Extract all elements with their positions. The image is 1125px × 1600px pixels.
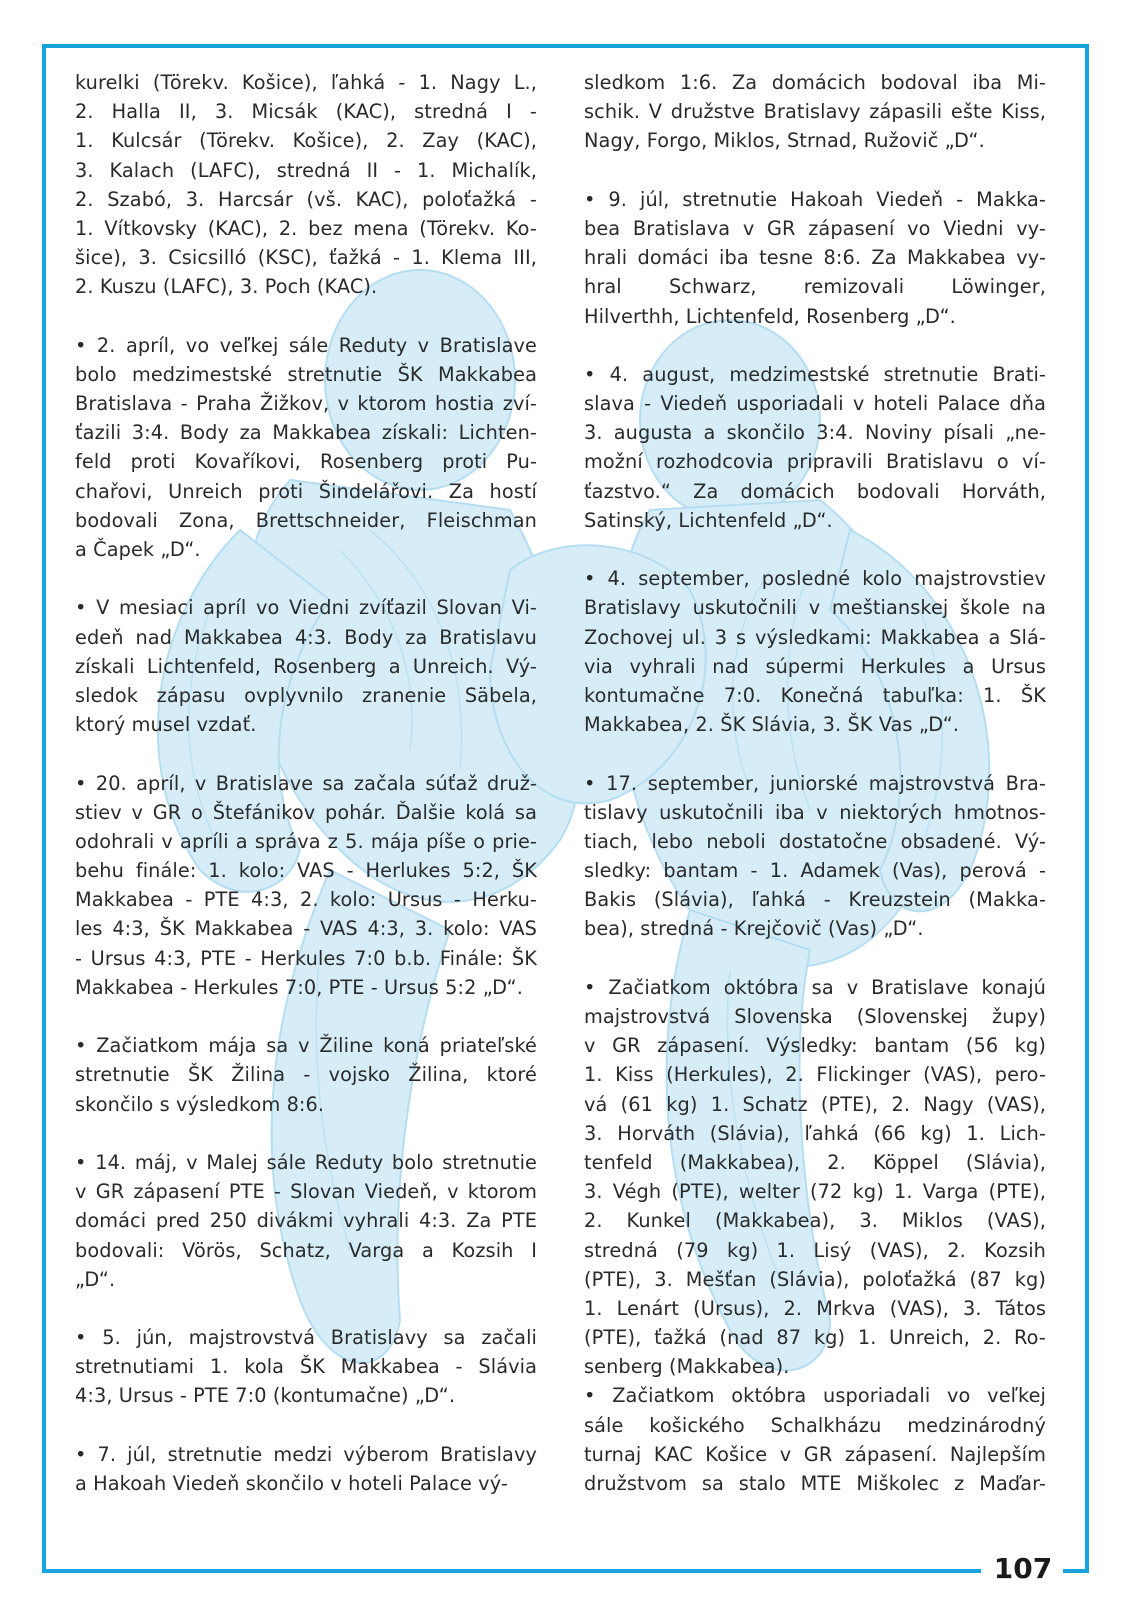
text-line: • 5. jún, majstrovstvá Bratislavy sa začali [75,1326,537,1350]
text-line: vá (61 kg) 1. Schatz (PTE), 2. Nagy (VAS), [584,1092,1046,1116]
text-line: sledok zápasu ovplyvnilo zranenie Säbela, [75,683,537,707]
text-line: (PTE), 3. Mešťan (Slávia), poloťažká (87 kg) [584,1267,1046,1291]
text-line: bodovali Zona, Brettschneider, Fleischman [75,508,537,532]
text-line: - Ursus 4:3, PTE - Herkules 7:0 b.b. Finále: ŠK [75,946,537,970]
text-line: ktorý musel vzdať. [75,713,257,737]
text-line: Zochovej ul. 3 s výsledkami: Makkabea a Slá- [584,625,1046,649]
text-line: hrali domáci iba tesne 8:6. Za Makkabea vy- [584,246,1046,270]
text-line: • Začiatkom októbra sa v Bratislave konajú [584,975,1046,999]
text-line: a Hakoah Viedeň skončilo v hoteli Palace vý- [75,1472,508,1495]
paragraph [584,769,1046,944]
text-line: šice), 3. Csicsilló (KSC), ťažká - 1. Klema III, [75,246,537,270]
text-line: ťazili 3:4. Body za Makkabea získali: Lichten- [75,421,537,445]
text-line: • 7. júl, stretnutie medzi výberom Bratislavy [75,1442,537,1466]
text-line: behu finále: 1. kolo: VAS - Herlukes 5:2, ŠK [75,859,537,883]
paragraph [75,1031,537,1119]
text-line: les 4:3, ŠK Makkabea - VAS 4:3, 3. kolo: VAS [75,917,537,941]
text-line: bolo medzimestské stretnutie ŠK Makkabea [75,362,537,386]
paragraph [75,331,537,565]
text-line: kontumačne 7:0. Konečná tabuľka: 1. ŠK [584,683,1046,707]
text-line: družstvom sa stalo MTE Miškolec z Maďar- [584,1472,1046,1495]
frame-top-border [42,44,1089,48]
text-line: Bakis (Slávia), ľahká - Kreuzstein (Makka- [584,888,1046,912]
text-line: majstrovstvá Slovenska (Slovenskej župy) [584,1005,1046,1028]
text-line: sledky: bantam - 1. Adamek (Vas), perová - [584,859,1046,883]
text-line: stretnutiami 1. kola ŠK Makkabea - Slávia [75,1355,537,1379]
text-line: domáci pred 250 divákmi vyhrali 4:3. Za PTE [75,1209,537,1233]
text-line: kurelki (Törekv. Košice), ľahká - 1. Nagy L., [75,71,537,94]
paragraph [75,68,537,302]
frame-left-border [42,44,46,1573]
text-line: 3. augusta a skončilo 3:4. Noviny písali „ne- [584,421,1046,445]
text-line: 2. Kunkel (Makkabea), 3. Miklos (VAS), [584,1209,1046,1233]
page-number: 107 [993,1552,1053,1585]
text-line: 2. Szabó, 3. Harcsár (vš. KAC), poloťažká - [75,187,537,211]
text-line: 2. Halla II, 3. Micsák (KAC), stredná I - [75,100,537,124]
text-line: hral Schwarz, remizovali Löwinger, [584,275,1046,299]
text-line: získali Lichtenfeld, Rosenberg a Unreich. Vý- [75,654,537,678]
text-line: 1. Lenárt (Ursus), 2. Mrkva (VAS), 3. Tátos [584,1296,1046,1320]
text-line: • 20. apríl, v Bratislave sa začala súťaž druž- [75,771,537,795]
text-line: 3. Horváth (Slávia), ľahká (66 kg) 1. Lich- [584,1121,1046,1145]
text-line: sledkom 1:6. Za domácich bodoval iba Mi- [584,71,1046,94]
text-line: • 2. apríl, vo veľkej sále Reduty v Bratislave [75,333,537,357]
text-line: ťazstvo.“ Za domácich bodovali Horváth, [584,479,1046,503]
text-line: sále košického Schalkházu medzinárodný [584,1413,1046,1437]
text-line: stredná (79 kg) 1. Lisý (VAS), 2. Kozsih [584,1238,1046,1262]
text-line: • 14. máj, v Malej sále Reduty bolo stretnutie [75,1150,537,1174]
text-line: 1. Kiss (Herkules), 2. Flickinger (VAS), pero- [584,1063,1046,1087]
text-line: stretnutie ŠK Žilina - vojsko Žilina, ktoré [75,1063,537,1087]
paragraph [584,185,1046,331]
text-line: bea Bratislava v GR zápasení vo Viedni vy- [584,216,1046,240]
text-line: turnaj KAC Košice v GR zápasení. Najlepším [584,1442,1046,1466]
paragraph [75,1440,537,1498]
right-text-column [584,68,1046,1527]
text-line: tiach, lebo neboli dostatočne obsadené. Vý- [584,829,1046,853]
paragraph [584,68,1046,156]
text-line: Nagy, Forgo, Miklos, Strnad, Ružovič „D“. [584,129,985,153]
paragraph [584,1381,1046,1498]
text-line: Bratislava - Praha Žižkov, v ktorom hostia zví- [75,392,537,416]
paragraph [584,360,1046,535]
text-line: Makkabea - Herkules 7:0, PTE - Ursus 5:2 „D“. [75,975,523,999]
text-line: 1. Vítkovsky (KAC), 2. bez mena (Törekv. Ko- [75,216,537,240]
text-line: tenfeld (Makkabea), 2. Köppel (Slávia), [584,1150,1046,1174]
text-line: slava - Viedeň usporiadali v hoteli Palace dňa [584,392,1046,416]
text-line: Bratislavy uskutočnili v meštianskej škole na [584,596,1046,620]
paragraph [75,769,537,1003]
text-line: 3. Kalach (LAFC), stredná II - 1. Michalík, [75,158,537,182]
text-line: skončilo s výsledkom 8:6. [75,1092,325,1116]
paragraph [75,1323,537,1411]
text-line: • V mesiaci apríl vo Viedni zvíťazil Slovan Vi- [75,596,537,620]
frame-bottom-border [42,1569,981,1573]
text-line: stiev v GR o Štefánikov pohár. Ďalšie kolá sa [75,800,537,824]
text-line: (PTE), ťažká (nad 87 kg) 1. Unreich, 2. Ro- [584,1326,1046,1350]
text-line: Satinský, Lichtenfeld „D“. [584,508,833,532]
paragraph [584,973,1046,1382]
text-line: 1. Kulcsár (Törekv. Košice), 2. Zay (KAC), [75,129,537,153]
text-line: • 9. júl, stretnutie Hakoah Viedeň - Makka- [584,187,1046,211]
text-line: chařovi, Unreich proti Šindelářovi. Za hostí [75,479,537,503]
text-line: 3. Végh (PTE), welter (72 kg) 1. Varga (PTE), [584,1180,1046,1204]
text-line: v GR zápasení PTE - Slovan Viedeň, v ktorom [75,1180,537,1204]
text-line: odohrali v apríli a správa z 5. mája píše o prie- [75,829,537,853]
text-line: • Začiatkom októbra usporiadali vo veľkej [584,1384,1046,1408]
paragraph [584,564,1046,739]
text-line: senberg (Makkabea). [584,1355,790,1379]
text-line: • 4. august, medzimestské stretnutie Brati- [584,362,1046,386]
text-line: „D“. [75,1267,116,1291]
text-line: Makkabea - PTE 4:3, 2. kolo: Ursus - Herku- [75,888,537,912]
text-line: • Začiatkom mája sa v Žiline koná priateľské [75,1034,537,1058]
text-line: Hilverthh, Lichtenfeld, Rosenberg „D“. [584,304,956,328]
left-text-column [75,68,537,1527]
text-line: možní rozhodcovia pripravili Bratislavu o ví- [584,450,1046,474]
text-line: bodovali: Vörös, Schatz, Varga a Kozsih I [75,1238,537,1262]
text-line: • 4. september, posledné kolo majstrovstiev [584,567,1046,591]
text-line: v GR zápasení. Výsledky: bantam (56 kg) [584,1034,1046,1058]
frame-right-border [1085,44,1089,1573]
paragraph [75,1148,537,1294]
text-line: edeň nad Makkabea 4:3. Body za Bratislavu [75,625,537,649]
text-line: a Čapek „D“. [75,538,201,561]
text-line: schik. V družstve Bratislavy zápasili ešte Kiss, [584,100,1046,124]
frame-bottom-border-end [1063,1569,1089,1573]
text-line: • 17. september, juniorské majstrovstvá Bra- [584,771,1046,795]
text-line: 2. Kuszu (LAFC), 3. Poch (KAC). [75,275,378,299]
text-line: Makkabea, 2. ŠK Slávia, 3. ŠK Vas „D“. [584,713,960,737]
text-line: bea), stredná - Krejčovič (Vas) „D“. [584,917,924,941]
text-line: via vyhrali nad súpermi Herkules a Ursus [584,654,1046,678]
text-line: tislavy uskutočnili iba v niektorých hmotnos- [584,800,1046,824]
paragraph [75,593,537,739]
text-line: feld proti Kovaříkovi, Rosenberg proti Pu- [75,450,537,474]
text-line: 4:3, Ursus - PTE 7:0 (kontumačne) „D“. [75,1384,456,1408]
